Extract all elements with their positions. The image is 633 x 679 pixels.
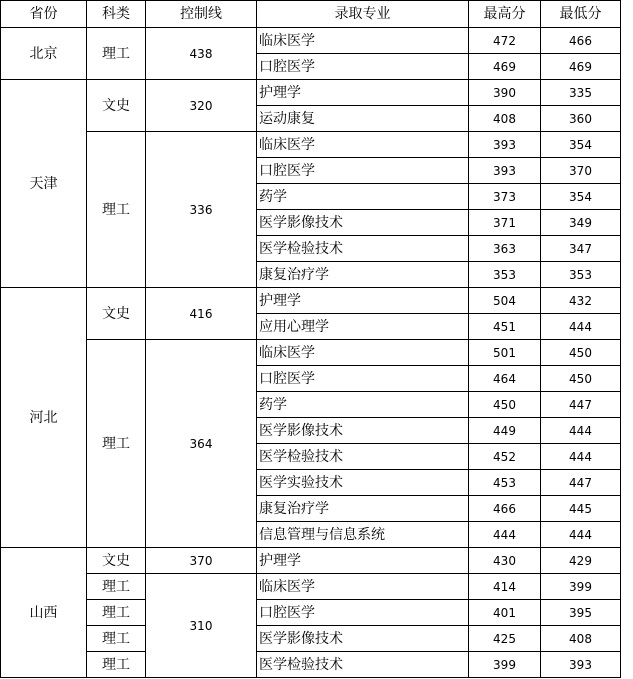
header-category: 科类 — [87, 1, 146, 28]
major-cell: 信息管理与信息系统 — [257, 522, 469, 548]
min-score-cell: 445 — [541, 496, 621, 522]
max-score-cell: 393 — [469, 158, 541, 184]
table-row — [1, 28, 621, 54]
max-score-cell: 469 — [469, 54, 541, 80]
table-row — [1, 600, 621, 626]
min-score-cell: 354 — [541, 132, 621, 158]
min-score-cell: 408 — [541, 626, 621, 652]
min-score-cell: 444 — [541, 444, 621, 470]
max-score-cell: 444 — [469, 522, 541, 548]
major-cell: 医学检验技术 — [257, 236, 469, 262]
header-control-line: 控制线 — [146, 1, 257, 28]
table-row — [1, 340, 621, 366]
min-score-cell: 360 — [541, 106, 621, 132]
max-score-cell: 363 — [469, 236, 541, 262]
province-cell: 河北 — [1, 288, 87, 548]
max-score-cell: 452 — [469, 444, 541, 470]
max-score-cell: 430 — [469, 548, 541, 574]
major-cell: 临床医学 — [257, 132, 469, 158]
category-cell: 文史 — [87, 80, 146, 132]
major-cell: 医学实验技术 — [257, 470, 469, 496]
header-max-score: 最高分 — [469, 1, 541, 28]
category-cell: 理工 — [87, 574, 146, 600]
control-line-cell: 320 — [146, 80, 257, 132]
category-cell: 文史 — [87, 548, 146, 574]
min-score-cell: 444 — [541, 418, 621, 444]
province-cell: 天津 — [1, 80, 87, 288]
min-score-cell: 469 — [541, 54, 621, 80]
category-cell: 理工 — [87, 340, 146, 548]
min-score-cell: 349 — [541, 210, 621, 236]
major-cell: 口腔医学 — [257, 600, 469, 626]
table-row — [1, 626, 621, 652]
min-score-cell: 450 — [541, 366, 621, 392]
max-score-cell: 399 — [469, 652, 541, 678]
major-cell: 口腔医学 — [257, 54, 469, 80]
control-line-cell: 438 — [146, 28, 257, 80]
major-cell: 医学检验技术 — [257, 652, 469, 678]
major-cell: 医学影像技术 — [257, 626, 469, 652]
min-score-cell: 450 — [541, 340, 621, 366]
max-score-cell: 501 — [469, 340, 541, 366]
table-row — [1, 132, 621, 158]
max-score-cell: 373 — [469, 184, 541, 210]
min-score-cell: 395 — [541, 600, 621, 626]
control-line-cell: 370 — [146, 548, 257, 574]
major-cell: 康复治疗学 — [257, 496, 469, 522]
max-score-cell: 450 — [469, 392, 541, 418]
max-score-cell: 371 — [469, 210, 541, 236]
min-score-cell: 353 — [541, 262, 621, 288]
category-cell: 文史 — [87, 288, 146, 340]
max-score-cell: 451 — [469, 314, 541, 340]
major-cell: 康复治疗学 — [257, 262, 469, 288]
max-score-cell: 390 — [469, 80, 541, 106]
header-major: 录取专业 — [257, 1, 469, 28]
min-score-cell: 429 — [541, 548, 621, 574]
major-cell: 医学影像技术 — [257, 210, 469, 236]
province-cell: 山西 — [1, 548, 87, 678]
category-cell: 理工 — [87, 132, 146, 288]
major-cell: 临床医学 — [257, 574, 469, 600]
min-score-cell: 354 — [541, 184, 621, 210]
header-province: 省份 — [1, 1, 87, 28]
table-row — [1, 652, 621, 678]
max-score-cell: 393 — [469, 132, 541, 158]
max-score-cell: 472 — [469, 28, 541, 54]
min-score-cell: 444 — [541, 314, 621, 340]
major-cell: 临床医学 — [257, 340, 469, 366]
header-min-score: 最低分 — [541, 1, 621, 28]
major-cell: 医学影像技术 — [257, 418, 469, 444]
category-cell: 理工 — [87, 28, 146, 80]
min-score-cell: 393 — [541, 652, 621, 678]
max-score-cell: 449 — [469, 418, 541, 444]
category-cell: 理工 — [87, 600, 146, 626]
max-score-cell: 408 — [469, 106, 541, 132]
control-line-cell: 364 — [146, 340, 257, 548]
max-score-cell: 464 — [469, 366, 541, 392]
min-score-cell: 466 — [541, 28, 621, 54]
control-line-cell: 336 — [146, 132, 257, 288]
major-cell: 药学 — [257, 184, 469, 210]
max-score-cell: 414 — [469, 574, 541, 600]
table-row — [1, 80, 621, 106]
min-score-cell: 347 — [541, 236, 621, 262]
major-cell: 护理学 — [257, 548, 469, 574]
min-score-cell: 370 — [541, 158, 621, 184]
max-score-cell: 504 — [469, 288, 541, 314]
header-row — [1, 1, 621, 28]
table-row — [1, 574, 621, 600]
category-cell: 理工 — [87, 652, 146, 678]
control-line-cell: 310 — [146, 574, 257, 678]
control-line-cell: 416 — [146, 288, 257, 340]
category-cell: 理工 — [87, 626, 146, 652]
table-row — [1, 288, 621, 314]
max-score-cell: 425 — [469, 626, 541, 652]
max-score-cell: 453 — [469, 470, 541, 496]
major-cell: 口腔医学 — [257, 366, 469, 392]
province-cell: 北京 — [1, 28, 87, 80]
major-cell: 护理学 — [257, 288, 469, 314]
min-score-cell: 432 — [541, 288, 621, 314]
min-score-cell: 447 — [541, 470, 621, 496]
max-score-cell: 353 — [469, 262, 541, 288]
min-score-cell: 399 — [541, 574, 621, 600]
max-score-cell: 401 — [469, 600, 541, 626]
major-cell: 护理学 — [257, 80, 469, 106]
min-score-cell: 444 — [541, 522, 621, 548]
min-score-cell: 335 — [541, 80, 621, 106]
table-row — [1, 548, 621, 574]
major-cell: 口腔医学 — [257, 158, 469, 184]
min-score-cell: 447 — [541, 392, 621, 418]
major-cell: 运动康复 — [257, 106, 469, 132]
major-cell: 应用心理学 — [257, 314, 469, 340]
major-cell: 药学 — [257, 392, 469, 418]
major-cell: 临床医学 — [257, 28, 469, 54]
max-score-cell: 466 — [469, 496, 541, 522]
major-cell: 医学检验技术 — [257, 444, 469, 470]
